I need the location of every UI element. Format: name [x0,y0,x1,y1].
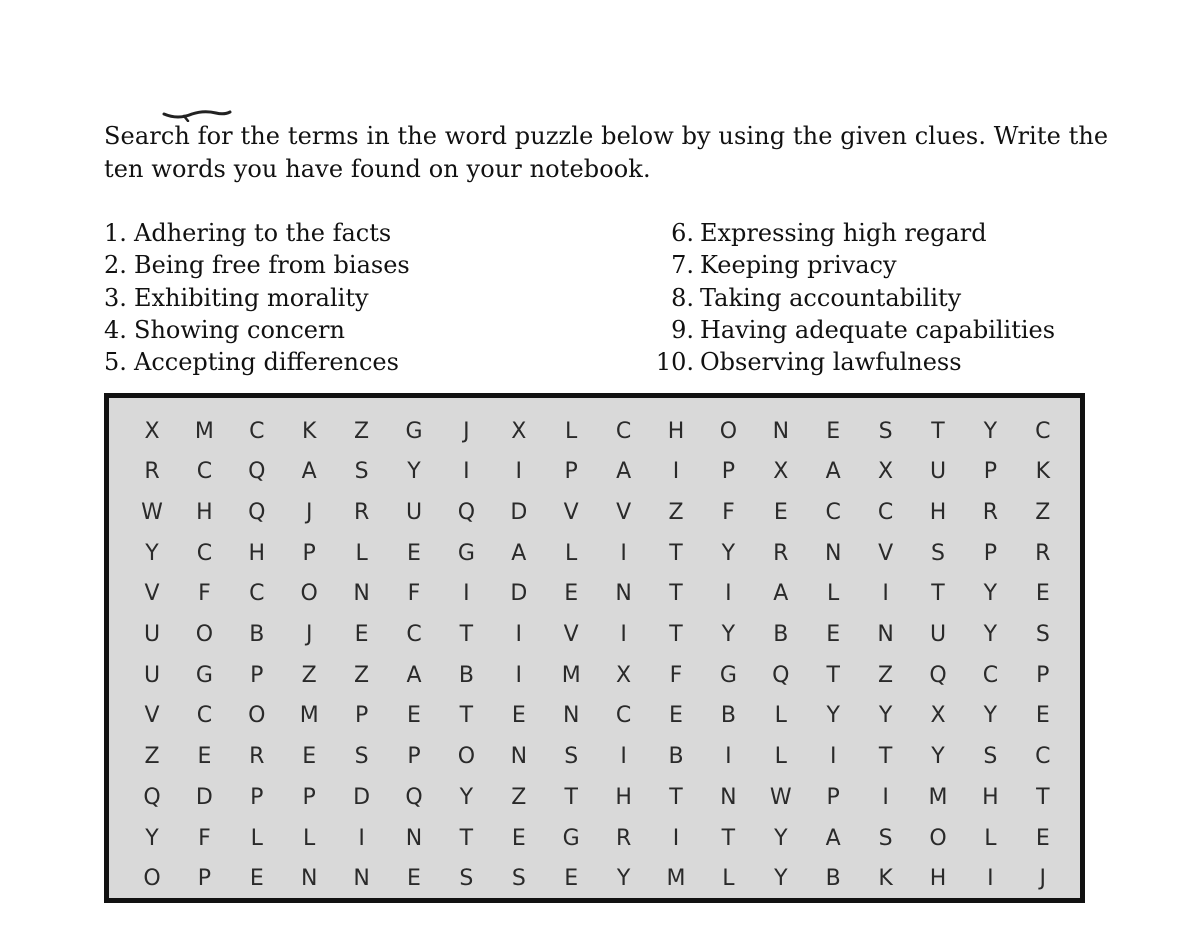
grid-letter: H [667,418,685,444]
grid-letter: T [931,581,945,607]
clue-item [648,346,1168,378]
clue-text: Keeping privacy [700,251,897,280]
grid-letter: M [928,784,948,810]
grid-letter: J [305,499,313,525]
grid-letter: A [825,825,841,851]
grid-letter: I [515,622,523,647]
grid-letter: V [144,703,160,729]
grid-letter: E [302,744,317,770]
grid-letter: U [143,662,161,688]
grid-letter: X [616,662,632,688]
grid-letter: N [772,418,790,444]
grid-letter: H [615,784,632,810]
grid-letter: K [878,866,893,892]
grid-letter: C [1035,744,1051,770]
grid-letter: L [722,866,735,892]
grid-letter: Y [983,622,998,647]
clue-number: 9. [671,315,694,344]
clue-item [104,346,624,378]
grid-letter: T [669,540,683,566]
grid-letter: Y [983,418,998,444]
grid-letter: M [561,662,581,688]
grid-letter: R [773,540,789,566]
grid-letter: U [405,499,423,525]
grid-letter: N [300,866,318,892]
grid-letter: C [196,459,213,485]
grid-letter: Z [301,662,317,688]
word-search-grid [104,393,1085,903]
grid-letter: B [668,744,684,770]
clue-number: 4. [104,315,127,344]
letter-grid [109,398,1080,898]
grid-letter: B [720,703,736,729]
grid-letter: J [305,622,313,647]
grid-letter: I [882,784,889,810]
grid-letter: B [773,622,789,647]
grid-letter: Z [354,662,370,688]
grid-letter: L [565,540,578,566]
grid-letter: A [773,581,789,607]
grid-letter: S [878,825,893,851]
grid-letter: N [510,744,528,770]
grid-letter: Q [929,662,947,688]
grid-letter: I [672,825,680,851]
grid-letter: Z [878,662,894,688]
grid-letter: A [616,459,632,485]
grid-letter: X [144,418,160,444]
grid-letter: P [1036,662,1050,688]
grid-letter: I [620,540,627,566]
grid-letter: E [564,866,579,892]
grid-letter: P [197,866,212,892]
grid-letter: T [669,581,683,607]
grid-letter: P [826,784,840,810]
clue-item [648,217,1168,249]
grid-letter: B [458,662,474,688]
grid-letter: J [463,418,470,444]
grid-letter: C [825,499,841,525]
grid-letter: P [983,540,998,566]
grid-letter: H [196,499,213,525]
clue-text: Observing lawfulness [700,348,962,377]
grid-letter: S [459,866,474,892]
grid-letter: T [459,703,474,729]
grid-letter: P [983,459,998,485]
grid-letter: R [353,499,370,525]
grid-letter: I [987,866,994,892]
grid-letter: M [666,866,686,892]
clue-number: 3. [104,283,127,312]
grid-letter: X [773,459,789,485]
grid-letter: U [929,622,947,647]
grid-letter: P [564,459,578,485]
grid-letter: O [457,744,476,770]
grid-letter: I [463,459,470,485]
grid-letter: I [620,622,627,647]
grid-letter: E [1035,703,1050,729]
grid-letter: T [878,744,893,770]
grid-letter: E [511,825,526,851]
grid-letter: S [354,459,369,485]
grid-letter: A [825,459,841,485]
grid-letter: E [511,703,526,729]
grid-letter: Q [143,784,161,810]
grid-letter: E [407,866,421,892]
grid-letter: O [248,703,266,729]
grid-letter: S [1035,622,1050,647]
grid-letter: I [725,744,732,770]
grid-letter: C [406,622,422,647]
grid-letter: Y [616,866,631,892]
grid-letter: E [826,622,841,647]
grid-letter: P [302,784,316,810]
clue-item [648,249,1168,281]
clue-text: Having adequate capabilities [700,315,1056,344]
grid-letter: M [194,418,214,444]
grid-letter: L [250,825,263,851]
grid-letter: F [198,581,211,607]
grid-letter: O [300,581,318,607]
grid-letter: G [562,825,580,851]
clue-item [104,217,624,249]
clue-number: 1. [104,219,127,247]
grid-letter: P [721,459,736,485]
grid-letter: F [407,581,421,607]
grid-letter: Z [1035,499,1051,525]
grid-letter: Q [457,499,476,525]
grid-letter: D [510,581,528,607]
grid-letter: H [929,499,947,525]
instructions-text: Search for the terms in the word puzzle below by using the given clues. Write the ten words you have found on your notebook. [104,122,1109,183]
grid-letter: Y [931,744,945,770]
grid-letter: F [198,825,211,851]
grid-letter: Q [248,459,266,485]
grid-letter: S [878,418,893,444]
grid-letter: W [141,499,163,525]
grid-letter: P [250,784,264,810]
grid-letter: N [353,581,370,607]
clue-text: Adhering to the facts [134,219,392,247]
grid-letter: E [354,622,369,647]
grid-letter: B [249,622,265,647]
grid-letter: H [248,540,266,566]
grid-letter: R [982,499,999,525]
grid-letter: C [982,662,999,688]
clue-item [104,249,624,281]
grid-letter: F [722,499,735,525]
grid-letter: T [459,622,474,647]
grid-letter: E [1035,825,1050,851]
grid-letter: E [773,499,788,525]
grid-letter: C [1035,418,1051,444]
grid-letter: P [354,703,369,729]
grid-letter: X [930,703,946,729]
clue-text: Expressing high regard [700,219,987,247]
grid-letter: E [197,744,212,770]
grid-letter: I [463,581,470,607]
clue-number: 2. [104,251,127,280]
grid-letter: L [984,825,997,851]
grid-letter: C [196,703,213,729]
grid-letter: L [774,744,787,770]
grid-letter: P [250,662,264,688]
clue-number: 8. [671,283,694,312]
clue-item [648,314,1168,346]
grid-letter: N [877,622,894,647]
grid-letter: Z [511,784,527,810]
clue-text: Being free from biases [134,251,410,280]
grid-letter: U [929,459,947,485]
grid-letter: Y [407,459,421,485]
grid-letter: T [721,825,736,851]
grid-letter: Q [405,784,423,810]
grid-letter: E [407,540,421,566]
grid-letter: Z [668,499,684,525]
grid-letter: I [358,825,365,851]
grid-letter: E [826,418,841,444]
clue-text: Accepting differences [134,348,399,377]
grid-letter: Y [459,784,474,810]
grid-letter: Q [248,499,266,525]
grid-letter: D [510,499,528,525]
grid-letter: O [719,418,738,444]
grid-letter: X [878,459,894,485]
grid-letter: S [983,744,998,770]
clue-number: 6. [671,219,694,247]
grid-letter: I [515,459,523,485]
grid-letter: I [725,581,732,607]
grid-letter: N [405,825,423,851]
grid-letter: G [195,662,213,688]
grid-letter: Q [772,662,790,688]
grid-letter: F [669,662,683,688]
grid-letter: J [1039,866,1047,892]
grid-letter: A [301,459,317,485]
grid-letter: I [515,662,523,688]
grid-letter: V [563,622,579,647]
grid-letter: Y [145,825,159,851]
grid-letter: E [249,866,264,892]
grid-letter: T [1036,784,1050,810]
grid-letter: I [882,581,889,607]
grid-letter: K [301,418,317,444]
grid-letter: C [249,418,265,444]
grid-letter: G [405,418,423,444]
grid-letter: A [511,540,527,566]
clue-list-right [648,217,1168,378]
grid-letter: N [720,784,737,810]
clue-number: 10. [655,348,694,377]
grid-letter: L [355,540,368,566]
grid-letter: T [669,784,683,810]
clue-item [104,282,624,314]
grid-letter: C [877,499,894,525]
grid-letter: P [407,744,421,770]
grid-letter: L [565,418,578,444]
grid-letter: T [826,662,840,688]
grid-letter: T [459,825,474,851]
grid-letter: V [878,540,894,566]
grid-letter: D [195,784,213,810]
grid-letter: K [1035,459,1051,485]
grid-letter: R [1035,540,1051,566]
clue-text: Taking accountability [700,283,962,312]
grid-letter: I [620,744,627,770]
grid-letter: N [353,866,370,892]
grid-letter: Y [721,622,736,647]
grid-letter: R [615,825,632,851]
grid-letter: U [143,622,161,647]
grid-letter: G [719,662,737,688]
clue-number: 7. [671,251,694,280]
grid-letter: C [615,418,632,444]
grid-letter: Y [721,540,736,566]
grid-letter: M [299,703,319,729]
grid-letter: Y [983,703,998,729]
clue-item [104,314,624,346]
grid-letter: X [511,418,527,444]
grid-letter: H [929,866,947,892]
grid-letter: C [249,581,265,607]
grid-letter: N [562,703,580,729]
grid-letter: L [303,825,316,851]
grid-letter: E [669,703,683,729]
grid-letter: P [302,540,316,566]
grid-letter: E [1035,581,1050,607]
grid-letter: V [144,581,160,607]
grid-letter: S [931,540,945,566]
grid-letter: S [564,744,579,770]
grid-letter: B [825,866,841,892]
grid-letter: S [354,744,369,770]
grid-letter: Y [826,703,840,729]
clue-number: 5. [104,348,127,377]
grid-letter: S [511,866,526,892]
grid-letter: Z [144,744,160,770]
grid-letter: Y [145,540,159,566]
grid-letter: T [931,418,945,444]
grid-letter: L [827,581,840,607]
grid-letter: R [249,744,265,770]
grid-letter: Z [354,418,370,444]
grid-letter: O [143,866,161,892]
clue-text: Showing concern [134,315,345,344]
grid-letter: I [672,459,680,485]
grid-letter: D [353,784,371,810]
grid-letter: N [615,581,632,607]
grid-letter: Y [878,703,893,729]
grid-letter: O [195,622,214,647]
grid-letter: O [929,825,947,851]
clue-item [648,282,1168,314]
grid-letter: E [564,581,579,607]
grid-letter: C [196,540,213,566]
grid-letter: A [406,662,422,688]
grid-letter: H [982,784,999,810]
grid-letter: T [669,622,683,647]
grid-letter: N [824,540,842,566]
clue-list-left [104,217,624,378]
grid-letter: I [829,744,837,770]
grid-letter: Y [774,825,788,851]
clue-text: Exhibiting morality [134,283,369,312]
grid-letter: G [457,540,475,566]
grid-letter: C [615,703,632,729]
grid-letter: Y [774,866,788,892]
grid-letter: W [769,784,792,810]
grid-letter: V [616,499,632,525]
grid-letter: Y [983,581,998,607]
grid-letter: V [563,499,579,525]
grid-letter: T [564,784,578,810]
grid-letter: E [407,703,421,729]
grid-letter: L [774,703,787,729]
grid-letter: R [144,459,160,485]
